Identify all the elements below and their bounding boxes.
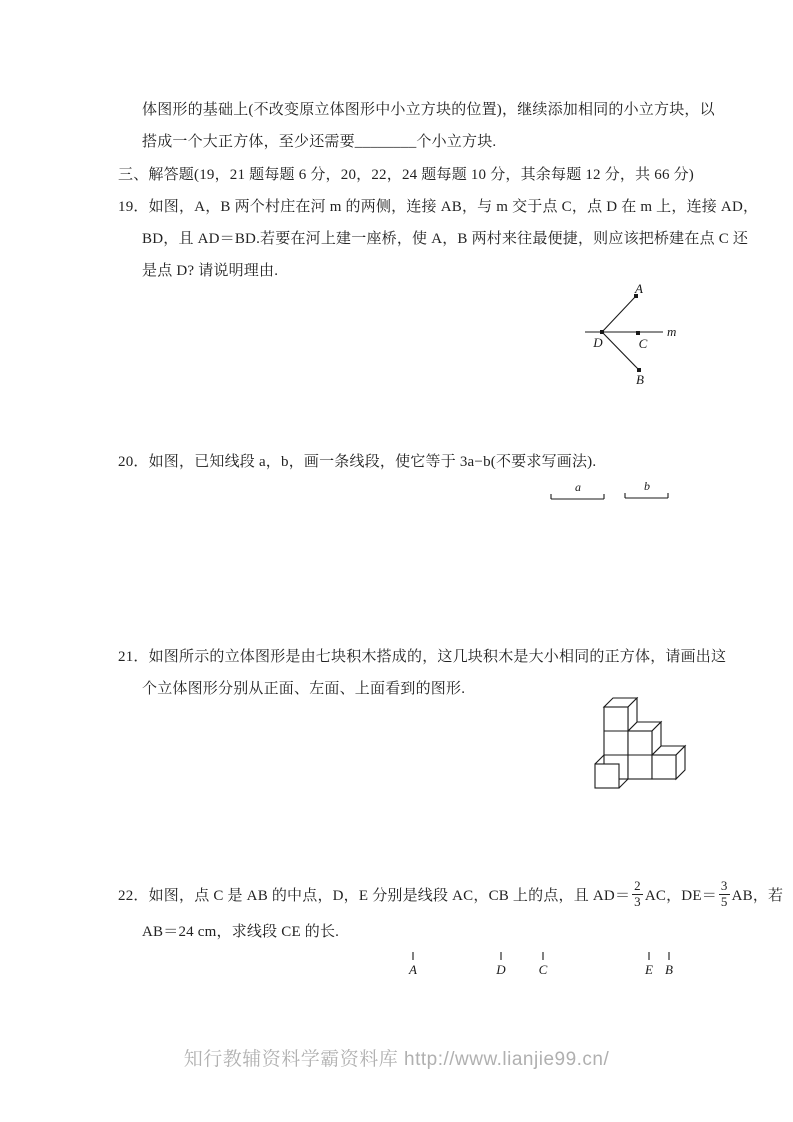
q22-fraction-3-5	[719, 879, 730, 910]
intro-line-2-with-blank: 搭成一个大正方体，至少还需要________个小立方块.	[142, 134, 497, 150]
intro-line-1: 体图形的基础上(不改变原立体图形中小立方块的位置)，继续添加相同的小立方块，以	[142, 102, 715, 118]
fig21-front-col3	[652, 755, 676, 779]
fig22-label-D: D	[496, 962, 506, 977]
q22-text-pre: 22．如图，点 C 是 AB 的中点，D，E 分别是线段 AC，CB 上的点，且 AD＝	[118, 887, 631, 904]
fig21-front-cube-top-edge	[595, 755, 604, 764]
fig19-label-D: D	[593, 335, 603, 350]
fig19-label-B: B	[636, 372, 644, 387]
fraction-numerator: 2	[634, 877, 641, 893]
fig21-front-cube-bottom-edge	[619, 779, 628, 788]
fig19-point-D	[600, 330, 604, 334]
fig19-label-m: m	[667, 324, 677, 339]
q22-text-mid: AC，DE＝	[644, 887, 717, 904]
question-22-line-1	[118, 872, 783, 916]
figure-22-segment-points	[403, 946, 683, 980]
question-19-line-1: 19．如图，A，B 两个村庄在河 m 的两侧，连接 AB，与 m 交于点 C，点 D 在 m 上，连接 AD，	[118, 199, 759, 215]
fig19-segment-DA	[602, 296, 636, 332]
question-22-line-2: AB＝24 cm，求线段 CE 的长.	[142, 924, 340, 940]
fig22-label-B: B	[665, 962, 673, 977]
figure-21-cube-stack	[594, 697, 694, 791]
fig22-label-E: E	[645, 962, 653, 977]
fig19-point-C	[636, 331, 640, 335]
question-20-line-1: 20．如图，已知线段 a，b，画一条线段，使它等于 3a−b(不要求写画法).	[118, 454, 597, 470]
footer-watermark: 知行教辅资料学霸资料库 http://www.lianjie99.cn/	[183, 1049, 610, 1070]
figure-19-river-diagram	[580, 283, 690, 391]
fig19-segment-DB	[602, 332, 639, 370]
question-19-line-3: 是点 D? 请说明理由.	[142, 263, 279, 279]
question-19-line-2: BD，且 AD＝BD.若要在河上建一座桥，使 A，B 两村来往最便捷，则应该把桥建在点 C 还	[142, 231, 749, 247]
fig22-label-A: A	[409, 962, 417, 977]
fig19-label-A: A	[635, 283, 643, 296]
question-21-line-1: 21．如图所示的立体图形是由七块积木搭成的，这几块积木是大小相同的正方体，请画出这	[118, 649, 727, 665]
figure-20-segments	[545, 480, 680, 508]
question-21-line-2: 个立体图形分别从正面、左面、上面看到的图形.	[142, 681, 466, 697]
fig22-label-C: C	[538, 962, 548, 977]
fraction-denominator: 5	[720, 893, 728, 909]
fig20-label-a: a	[575, 480, 581, 494]
fig19-label-C: C	[638, 336, 648, 351]
fraction-denominator: 3	[634, 893, 641, 909]
q22-fraction-2-3	[632, 879, 643, 910]
fraction-numerator: 3	[720, 877, 728, 893]
q22-text-post: AB，若	[731, 887, 784, 904]
fig20-label-b: b	[644, 480, 650, 493]
fig21-front-cube	[595, 764, 619, 788]
section-3-header: 三、解答题(19，21 题每题 6 分，20，22，24 题每题 10 分，其余每题 12 分，共 66 分)	[118, 167, 694, 183]
